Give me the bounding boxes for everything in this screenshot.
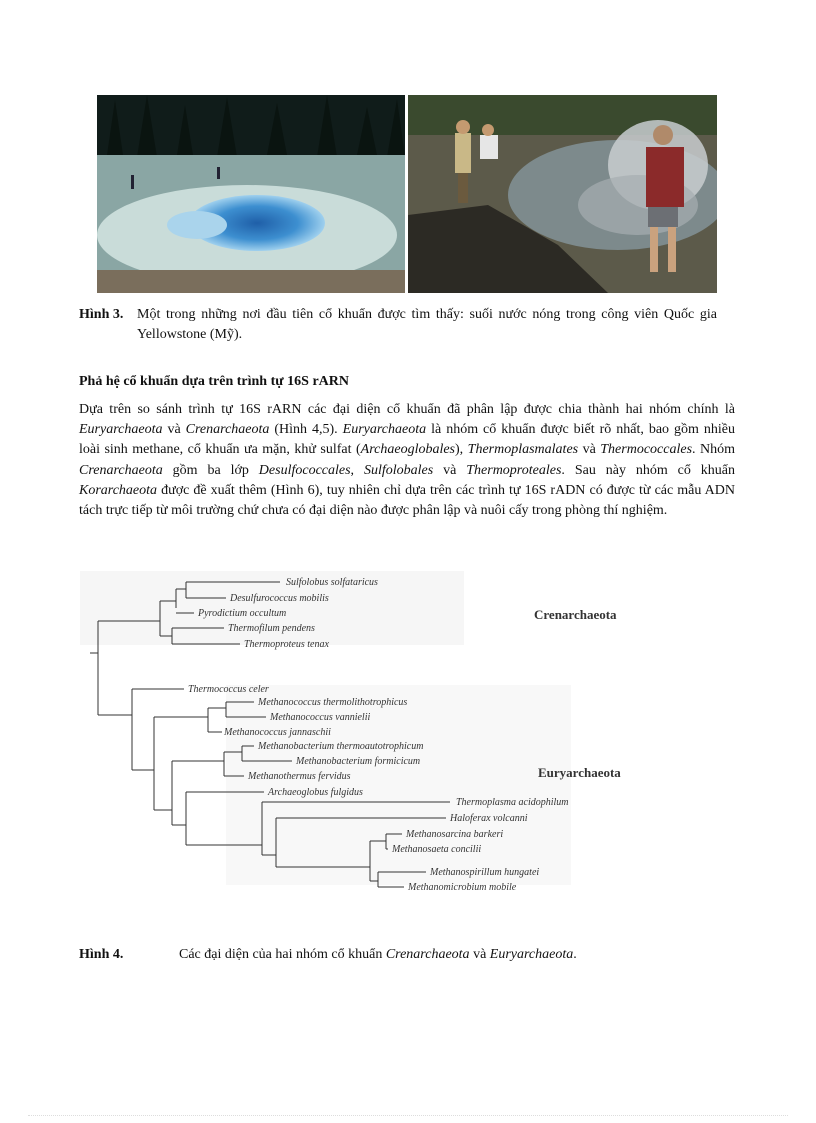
paragraph-text-run: Desulfococcales [258, 462, 351, 478]
paragraph-text-run: . Sau này nhóm cổ khuẩn [561, 462, 736, 478]
paragraph-text-run: Crenarchaeota [185, 422, 270, 438]
paragraph-text-run: (Hình 4,5). [269, 422, 343, 438]
paragraph-text-run: Thermoproteales [466, 462, 562, 478]
figure-4-caption [79, 947, 577, 963]
paragraph-text-run: gồm ba lớp [162, 462, 259, 478]
figure-3-label: Hình 3. [79, 307, 124, 322]
caption-text-run: Các đại diện của hai nhóm cổ khuẩn [179, 947, 386, 962]
tree-taxon-label: Methanosaeta concilii [392, 844, 482, 855]
caption-text-run: và [469, 947, 490, 962]
paragraph-text-run: . Nhóm [692, 442, 735, 458]
paragraph-text-run: , [350, 462, 364, 478]
scientists-sampling-photo [408, 95, 717, 293]
body-paragraph [79, 400, 735, 521]
tree-taxon-label: Methanococcus thermolithotrophicus [258, 697, 408, 708]
paragraph-text-run: Euryarchaeota [79, 422, 163, 438]
paragraph-text-run: được đề xuất thêm (Hình 6), tuy nhiên chỉ dựa trên các trình tự 16S rADN có được từ các mẫu ADN tách trực tiếp từ môi trường chứ chưa có đại diện nào được phân lập và nuôi cấy trong phòng thí nghiệm. [79, 482, 735, 519]
figure-4-label: Hình 4. [79, 947, 124, 962]
tree-taxon-label: Methanococcus vannielii [270, 712, 371, 723]
paragraph-text-run: là nhóm cổ khuẩn được biết rõ nhất, bao gồm nhiều loài sinh methane, cổ khuẩn ưa mặn, khử sulfat ( [79, 422, 736, 458]
paragraph-text-run: và [578, 442, 601, 458]
figure-4-caption-text [179, 947, 577, 962]
paragraph-text-run: Dựa trên so sánh trình tự 16S rARN các đại diện cổ khuẩn đã phân lập được chia thành hai nhóm chính là [79, 402, 735, 417]
tree-taxon-label: Archaeoglobus fulgidus [268, 787, 363, 798]
hot-spring-photo [97, 95, 405, 293]
paragraph-text-run: và [162, 422, 186, 438]
group-label-euryarchaeota: Euryarchaeota [538, 765, 621, 780]
paragraph-text-run: Sulfolobales [363, 462, 434, 478]
group-label-crenarchaeota: Crenarchaeota [534, 607, 617, 622]
caption-text-run: . [573, 947, 577, 962]
caption-text-run: Euryarchaeota [489, 947, 574, 962]
page-bottom-rule [28, 1115, 788, 1116]
tree-taxon-label: Pyrodictium occultum [198, 608, 287, 619]
tree-taxon-label: Methanomicrobium mobile [408, 882, 517, 893]
paragraph-text-run: Euryarchaeota [342, 422, 427, 438]
tree-taxon-label: Haloferax volcanni [450, 813, 528, 824]
tree-taxon-label: Methanobacterium formicicum [296, 756, 421, 767]
tree-taxon-label: Thermofilum pendens [228, 623, 315, 634]
paragraph-text-run: và [433, 462, 467, 478]
paragraph-text-run: ), [455, 442, 468, 458]
tree-taxon-label: Sulfolobus solfataricus [286, 577, 378, 588]
tree-taxon-label: Methanosarcina barkeri [406, 829, 504, 840]
tree-taxon-label: Thermococcus celer [188, 684, 269, 695]
paragraph-text-run: Thermoplasmalates [467, 442, 579, 458]
caption-text-run: Crenarchaeota [385, 947, 470, 962]
tree-taxon-label: Thermoplasma acidophilum [456, 797, 569, 808]
tree-taxon-label: Methanobacterium thermoautotrophicum [258, 741, 424, 752]
figure-3-caption-text: Một trong những nơi đầu tiên cổ khuẩn được tìm thấy: suối nước nóng trong công viên Quốc gia Yellowstone (Mỹ). [137, 307, 717, 342]
paragraph-text-run: Korarchaeota [79, 482, 158, 498]
tree-taxon-label: Methanothermus fervidus [248, 771, 351, 782]
tree-taxon-label: Desulfurococcus mobilis [230, 593, 329, 604]
phylogenetic-tree [76, 565, 636, 895]
tree-taxon-label: Methanospirillum hungatei [430, 867, 540, 878]
paragraph-text-run: Crenarchaeota [79, 462, 163, 478]
tree-taxon-label: Thermoproteus tenax [244, 639, 329, 650]
section-heading: Phả hệ cổ khuẩn dựa trên trình tự 16S rARN [79, 374, 349, 389]
paragraph-text-run: Archaeoglobales [360, 442, 456, 458]
tree-taxon-label: Methanococcus jannaschii [224, 727, 331, 738]
paragraph-text-run: Thermococcales [600, 442, 693, 458]
